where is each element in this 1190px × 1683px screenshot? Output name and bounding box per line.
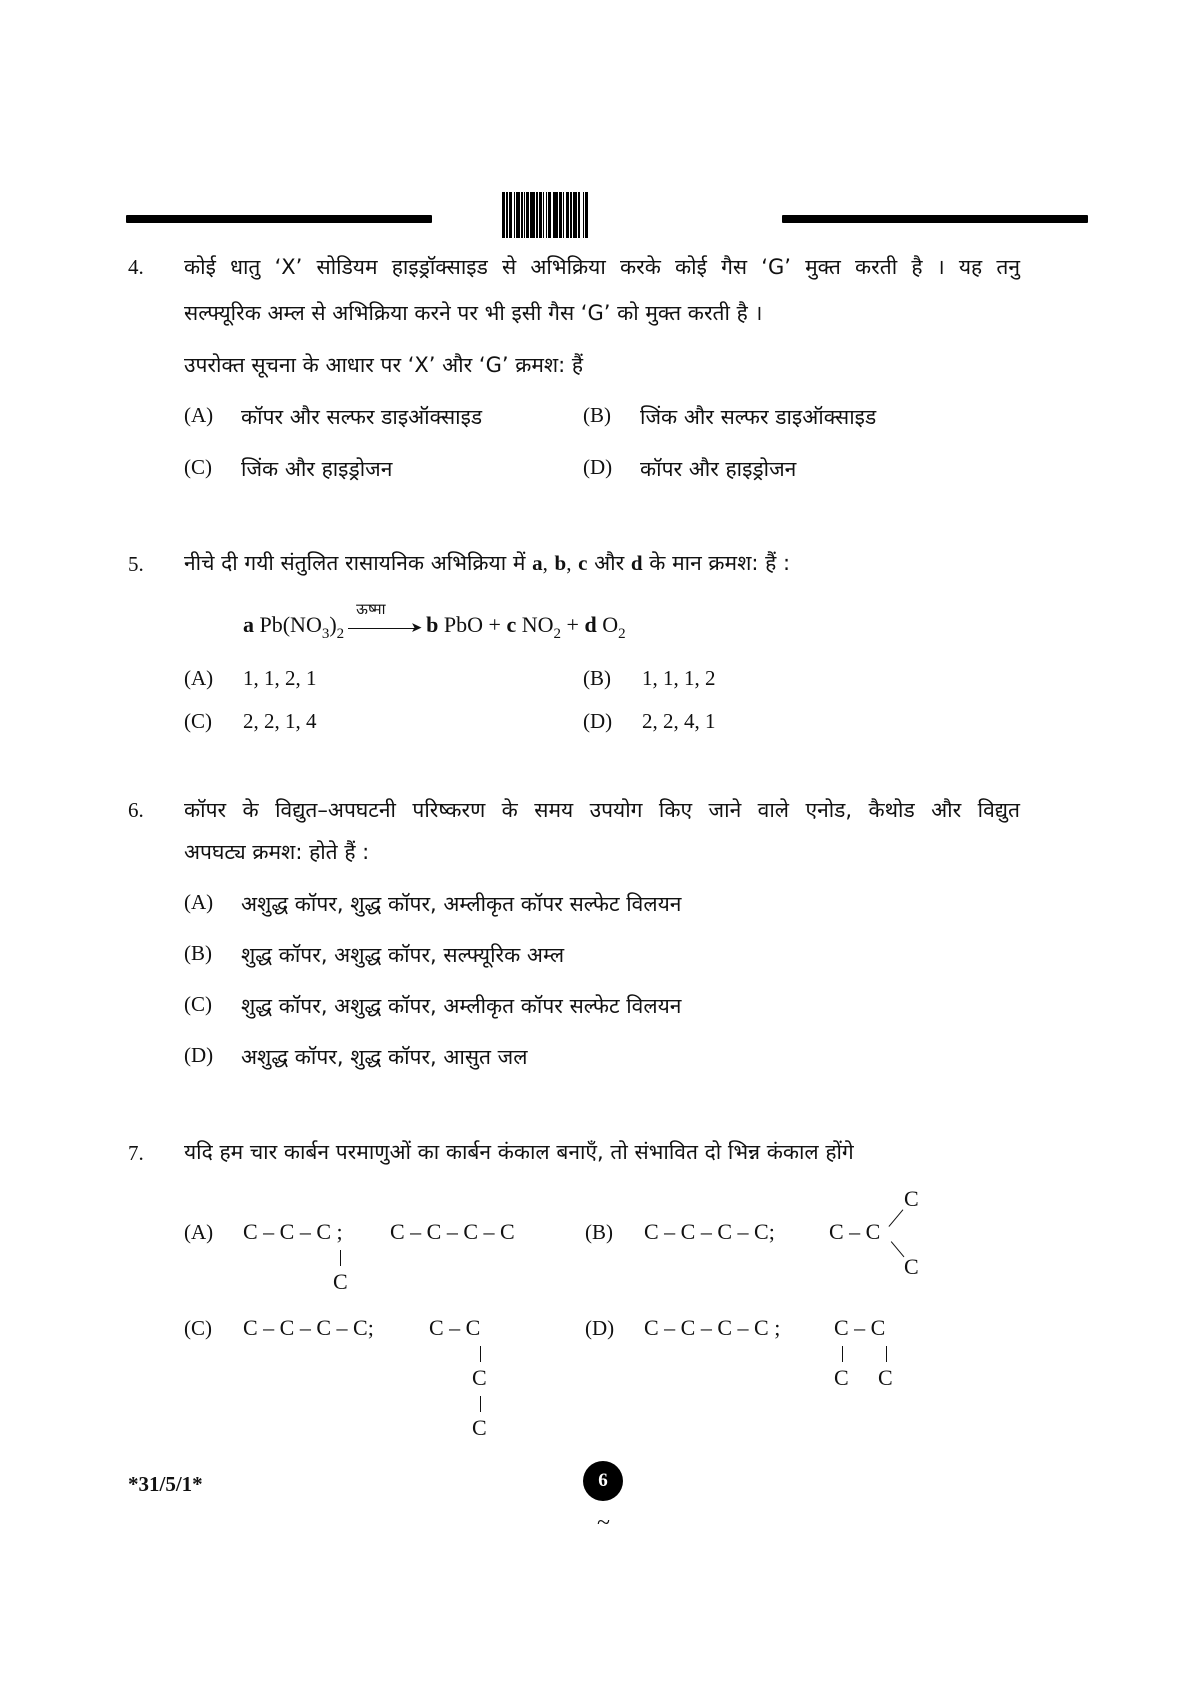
skeleton-straight: C – C – C – C ; (644, 1315, 781, 1340)
question-text-suffix: के मान क्रमश: हैं : (649, 551, 791, 575)
branch-carbon: C (834, 1365, 849, 1390)
bond-line (842, 1346, 843, 1362)
paper-code: *31/5/1* (128, 1472, 203, 1496)
question-number: 4. (128, 255, 144, 279)
skeleton-branched: C – C (834, 1315, 886, 1340)
option-label-d[interactable]: (D) (585, 1316, 615, 1340)
option-label-c[interactable]: (C) (184, 709, 212, 733)
question-number: 7. (128, 1141, 144, 1165)
skeleton-straight: C – C – C – C (390, 1219, 515, 1244)
bond-line (340, 1250, 341, 1266)
option-label-a[interactable]: (A) (184, 890, 214, 914)
option-text-c[interactable]: जिंक और हाइड्रोजन (241, 457, 393, 481)
option-text-a[interactable]: अशुद्ध कॉपर, शुद्ध कॉपर, अम्लीकृत कॉपर सल्फेट विलयन (241, 892, 682, 916)
option-label-c[interactable]: (C) (184, 992, 212, 1016)
bond-line (480, 1396, 481, 1412)
option-label-b[interactable]: (B) (583, 403, 611, 427)
skeleton-straight: C – C – C – C; (644, 1219, 775, 1244)
option-text-d[interactable]: अशुद्ध कॉपर, शुद्ध कॉपर, आसुत जल (241, 1045, 528, 1069)
branch-carbon-down: C (904, 1254, 919, 1279)
reaction-condition: ऊष्मा (356, 599, 386, 618)
question-text: नीचे दी गयी संतुलित रासायनिक अभिक्रिया में a, b, c और d के मान क्रमश: हैं : (184, 551, 791, 575)
var-d: d (630, 551, 643, 575)
option-label-a[interactable]: (A) (184, 1220, 214, 1244)
branch-carbon: C (878, 1365, 893, 1390)
tilde-mark: ~ (597, 1510, 610, 1536)
branch-carbon-up: C (904, 1186, 919, 1211)
skeleton-branched: C – C (429, 1315, 481, 1340)
question-text-line-1: कोई धातु ‘X’ सोडियम हाइड्रॉक्साइड से अभिक्रिया करके कोई गैस ‘G’ मुक्त करती है । यह तनु (184, 255, 1020, 279)
question-text-line-2: अपघट्य क्रमश: होते हैं : (184, 840, 370, 864)
reaction-arrow-icon: ऊष्मा ➤ (348, 617, 422, 637)
branch-carbon: C (472, 1365, 487, 1390)
option-text-a[interactable]: कॉपर और सल्फर डाइऑक्साइड (241, 405, 483, 429)
option-text-d[interactable]: 2, 2, 4, 1 (642, 709, 716, 733)
option-label-d[interactable]: (D) (583, 455, 613, 479)
question-prompt: उपरोक्त सूचना के आधार पर ‘X’ और ‘G’ क्रमश: हैं (184, 353, 584, 377)
option-label-d[interactable]: (D) (583, 709, 613, 733)
question-text: यदि हम चार कार्बन परमाणुओं का कार्बन कंकाल बनाएँ, तो संभावित दो भिन्न कंकाल होंगे (184, 1140, 854, 1164)
option-label-b[interactable]: (B) (585, 1220, 613, 1244)
option-label-b[interactable]: (B) (184, 941, 212, 965)
question-text-line-2: सल्फ्यूरिक अम्ल से अभिक्रिया करने पर भी इसी गैस ‘G’ को मुक्त करती है । (184, 301, 763, 325)
skeleton-straight: C – C – C – C; (243, 1315, 374, 1340)
bond-line (886, 1346, 887, 1362)
branch-carbon: C (333, 1269, 348, 1294)
option-text-b[interactable]: 1, 1, 1, 2 (642, 666, 716, 690)
option-label-c[interactable]: (C) (184, 455, 212, 479)
barcode (502, 192, 694, 238)
option-label-b[interactable]: (B) (583, 666, 611, 690)
question-text-line-1: कॉपर के विद्युत–अपघटनी परिष्करण के समय उपयोग किए जाने वाले एनोड, कैथोड और विद्युत (184, 798, 1020, 822)
option-text-c[interactable]: शुद्ध कॉपर, अशुद्ध कॉपर, अम्लीकृत कॉपर सल्फेट विलयन (241, 994, 682, 1018)
question-text-prefix: नीचे दी गयी संतुलित रासायनिक अभिक्रिया में (184, 551, 526, 575)
option-label-a[interactable]: (A) (184, 666, 214, 690)
var-a: a (532, 551, 543, 575)
option-label-d[interactable]: (D) (184, 1043, 214, 1067)
option-text-b[interactable]: शुद्ध कॉपर, अशुद्ध कॉपर, सल्फ्यूरिक अम्ल (241, 943, 565, 967)
page-number: 6 (583, 1461, 623, 1501)
question-number: 5. (128, 552, 144, 576)
bond-line (888, 1209, 903, 1227)
option-text-b[interactable]: जिंक और सल्फर डाइऑक्साइड (640, 405, 877, 429)
var-b: b (554, 551, 567, 575)
question-number: 6. (128, 798, 144, 822)
option-label-a[interactable]: (A) (184, 403, 214, 427)
header-rule-left (126, 215, 432, 223)
option-text-d[interactable]: कॉपर और हाइड्रोजन (640, 457, 797, 481)
bond-line (480, 1346, 481, 1362)
option-text-a[interactable]: 1, 1, 2, 1 (243, 666, 317, 690)
option-label-c[interactable]: (C) (184, 1316, 212, 1340)
skeleton-branched: C – C (829, 1219, 881, 1244)
branch-carbon: C (472, 1415, 487, 1440)
bond-line (890, 1241, 904, 1257)
chemical-equation: a $Pb(NO_3)_2$ ऊष्मा ➤ b PbO + c $NO_2 + d$ $O_2$ (243, 599, 626, 642)
option-text-c[interactable]: 2, 2, 1, 4 (243, 709, 317, 733)
var-c: c (578, 551, 588, 575)
header-rule-right (782, 215, 1088, 223)
skeleton-branched: C – C – C ; (243, 1219, 343, 1244)
